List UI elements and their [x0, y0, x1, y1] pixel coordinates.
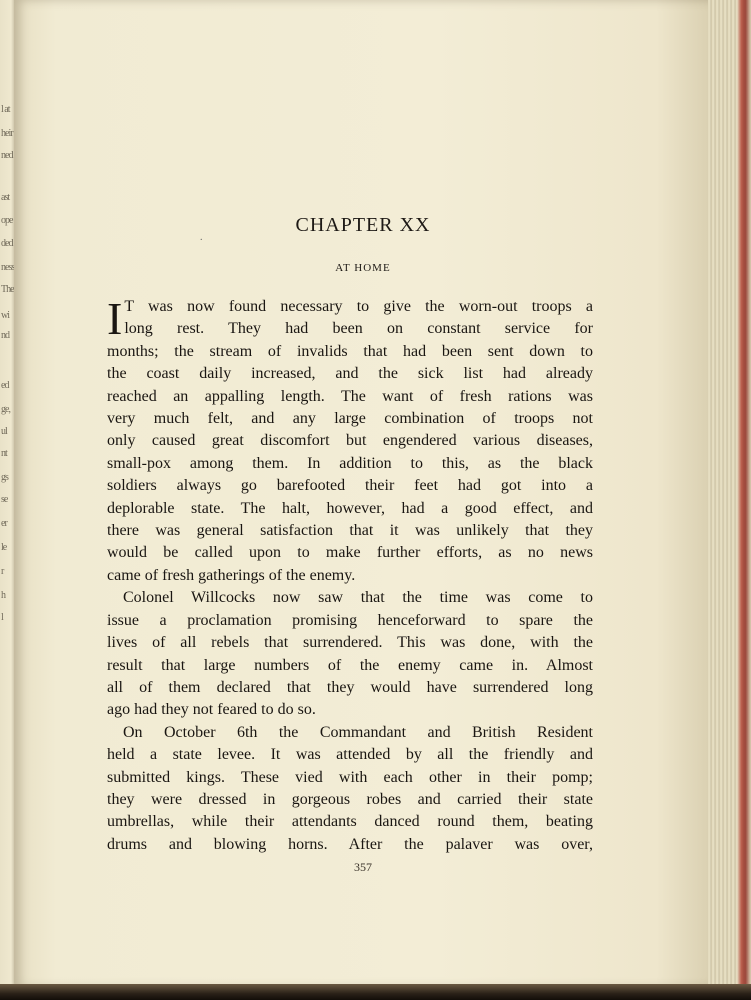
- text-line: they were dressed in gorgeous robes and carried their state: [107, 790, 593, 808]
- facing-page-fragment: ness: [1, 262, 15, 273]
- book-page: [14, 0, 712, 988]
- facing-page-fragment: r: [1, 566, 4, 577]
- facing-page-fragment: ast: [1, 192, 10, 203]
- text-line: submitted kings. These vied with each other in their pomp;: [107, 768, 593, 786]
- text-line: deplorable state. The halt, however, had a good effect, and: [107, 499, 593, 517]
- chapter-subtitle: AT HOME: [335, 262, 391, 274]
- text-line: the coast daily increased, and the sick list had already: [107, 365, 593, 383]
- text-line: lives of all rebels that surrendered. This was done, with the: [107, 634, 593, 652]
- text-line: T was now found necessary to give the worn-out troops a: [124, 298, 593, 315]
- text-line: umbrellas, while their attendants danced round them, beating: [107, 813, 593, 831]
- facing-page-fragment: le: [1, 542, 7, 553]
- text-line: On October 6th the Commandant and British Resident: [123, 723, 593, 741]
- facing-page-fragment: ul: [1, 426, 7, 437]
- facing-page-fragment: ed: [1, 380, 9, 391]
- paragraph: [107, 722, 593, 856]
- red-page-edge: [737, 0, 751, 1000]
- facing-page-fragment: h: [1, 590, 5, 601]
- facing-page-fragment: ded: [1, 238, 13, 249]
- text-line: result that large numbers of the enemy came in. Almost: [107, 656, 593, 674]
- page-number: 357: [354, 860, 372, 874]
- facing-page-fragment: nd: [1, 330, 9, 341]
- text-line: very much felt, and any large combination of troops not: [107, 410, 593, 428]
- paragraph: [107, 587, 593, 721]
- text-line: came of fresh gatherings of the enemy.: [107, 566, 356, 584]
- text-line: all of them declared that they would have surrendered long: [107, 678, 593, 696]
- drop-cap: I: [107, 293, 123, 344]
- facing-page-fragment: heir: [1, 128, 13, 139]
- text-line: held a state levee. It was attended by all the friendly and: [107, 746, 593, 764]
- paragraph: [107, 293, 593, 587]
- facing-page-fragment: nt: [1, 448, 7, 459]
- facing-page-fragment: se: [1, 494, 8, 505]
- text-line: Colonel Willcocks now saw that the time was come to: [123, 589, 593, 607]
- facing-page-fragment: ope: [1, 215, 13, 226]
- speck: .: [200, 232, 203, 243]
- facing-page-fragment: er: [1, 518, 7, 529]
- body-text: [107, 293, 593, 856]
- chapter-title: CHAPTER XX: [295, 214, 431, 236]
- text-line: only caused great discomfort but engendered various diseases,: [107, 432, 593, 450]
- text-line: small-pox among them. In addition to this, as the black: [107, 454, 593, 472]
- text-line: ago had they not feared to do so.: [107, 701, 316, 719]
- facing-page-fragment: l at: [1, 104, 10, 115]
- book-cover-bottom: [0, 984, 751, 1000]
- text-line: there was general satisfaction that it was unlikely that they: [107, 522, 593, 540]
- text-line: soldiers always go barefooted their feet had got into a: [107, 477, 593, 495]
- facing-page-fragment: ned: [1, 150, 13, 161]
- text-line: issue a proclamation promising henceforward to spare the: [107, 611, 593, 629]
- text-line: long rest. They had been on constant service for: [124, 320, 593, 338]
- text-line: drums and blowing horns. After the palaver was over,: [107, 835, 593, 853]
- facing-page-fragment: ge,: [1, 404, 10, 415]
- facing-page-fragment: gs: [1, 472, 8, 483]
- facing-page-fragment: wi: [1, 310, 9, 321]
- page-edges: [708, 0, 751, 1000]
- facing-page-fragment: The: [1, 284, 14, 295]
- text-line: months; the stream of invalids that had been sent down to: [107, 342, 593, 360]
- text-line: reached an appalling length. The want of fresh rations was: [107, 387, 593, 405]
- text-line: would be called upon to make further efforts, as no news: [107, 544, 593, 562]
- facing-page-fragment: l: [1, 612, 3, 623]
